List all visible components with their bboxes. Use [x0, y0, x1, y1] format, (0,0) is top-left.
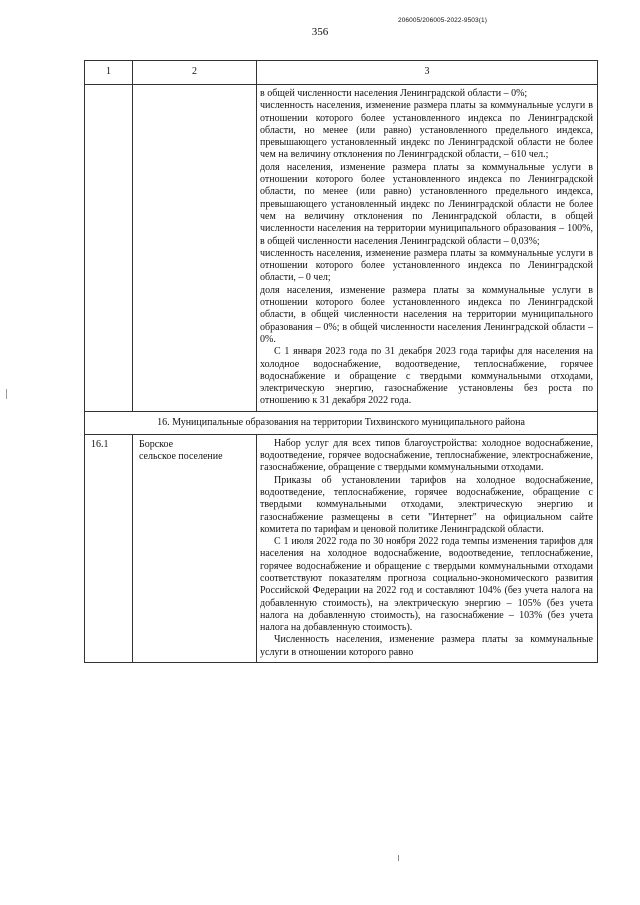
paragraph: доля населения, изменение размера платы за коммунальные услуги в отношении которого более установленного индекса по Ленинградской области, в общей численности населения на территории муниципального образования – 0%; в общей численности населения Ленинградской области – 0%. [260, 284, 593, 345]
paragraph: С 1 января 2023 года по 31 декабря 2023 года тарифы для населения на холодное водоснабжение, водоотведение, теплоснабжение, горячее водоснабжение и обращение с твердыми коммунальными отходами, электрическую энергию, газоснабжение установлены без роста по отношению к 31 декабря 2022 года. [260, 346, 593, 407]
table-header-row [85, 61, 598, 85]
column-header-1: 1 [85, 61, 133, 85]
section-title: 16. Муниципальные образования на территории Тихвинского муниципального района [85, 411, 598, 434]
column-header-2: 2 [133, 61, 257, 85]
paragraph: доля населения, изменение размера платы за коммунальные услуги в отношении которого более установленного индекса по Ленинградской области, по менее (или равно) установленного предельного индекса, превышающего установленный индекс по Ленинградской области не более чем на величину отклонения по Ленинградской области, в общей численности населения на территории муниципального образования – 100%, в общей численности населения Ленинградской области – 0,03%; [260, 161, 593, 247]
paragraph: численность населения, изменение размера платы за коммунальные услуги в отношении которого более установленного индекса по Ленинградской области, – 0 чел; [260, 247, 593, 284]
page-mark [398, 855, 399, 861]
paragraph: Численность населения, изменение размера платы за коммунальные услуги в отношении которого равно [260, 634, 593, 658]
tariff-table [84, 60, 598, 663]
municipality-cell [133, 85, 257, 412]
paragraph: Приказы об установлении тарифов на холодное водоснабжение, водоотведение, теплоснабжение, горячее водоснабжение, обращение с твердыми коммунальными отходами, электрическую энергию и газоснабжение размещены в сети "Интернет" на официальном сайте комитета по тарифам и ценовой политике Ленинградской области. [260, 474, 593, 535]
municipality-name-line: Борское [139, 438, 174, 450]
municipality-name-line: сельское поселение [139, 451, 223, 463]
description-cell [257, 434, 598, 662]
column-header-3: 3 [257, 61, 598, 85]
table-row-continued [85, 85, 598, 412]
municipality-cell [133, 434, 257, 662]
paragraph: С 1 июля 2022 года по 30 ноября 2022 года темпы изменения тарифов для населения на холодное водоснабжение, водоотведение, теплоснабжение, горячее водоснабжение и обращение с твердыми коммунальными отходами соответствуют показателям прогноза социально-экономического развития Российской Федерации на 2022 год и составляют 104% (без учета налога на добавленную стоимость), на электрическую энергию – 105% (без учета налога на добавленную стоимость), на газоснабжение – 103% (без учета налога на добавленную стоимость). [260, 536, 593, 634]
page-number: 356 [311, 26, 329, 38]
paragraph: в общей численности населения Ленинградской области – 0%; [260, 88, 528, 99]
row-number-cell [85, 85, 133, 412]
description-cell [257, 85, 598, 412]
row-number-cell: 16.1 [85, 434, 133, 662]
table-row [85, 434, 598, 662]
margin-mark [6, 389, 7, 399]
document-code: 206005/206005-2022-9503(1) [398, 17, 487, 24]
paragraph: Набор услуг для всех типов благоустройства: холодное водоснабжение, водоотведение, горячее водоснабжение, теплоснабжение, электроснабжение, газоснабжение, обращение с твердыми коммунальными отходами. [260, 437, 593, 474]
section-heading-row [85, 411, 598, 434]
paragraph: численность населения, изменение размера платы за коммунальные услуги в отношении которого более установленного индекса по Ленинградской области, но менее (или равно) установленного предельного индекса, превышающего установленный индекс по Ленинградской области не более чем на величину отклонения по Ленинградской области, – 610 чел.; [260, 100, 593, 161]
